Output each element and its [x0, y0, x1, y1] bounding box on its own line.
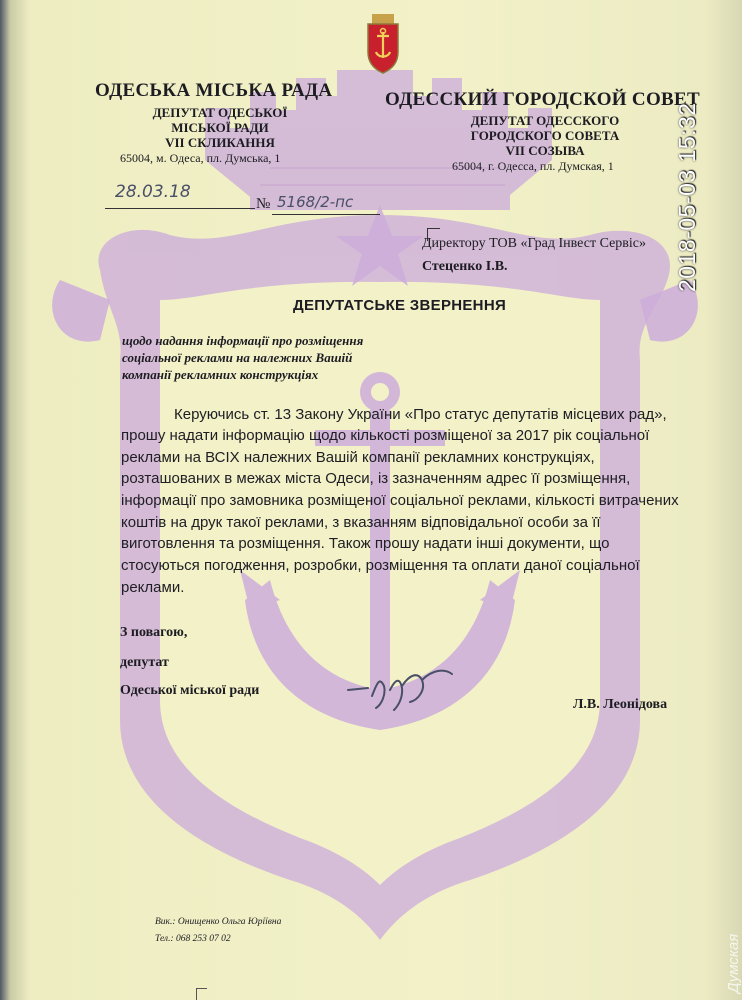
registration-number: 5168/2-пс — [277, 193, 354, 211]
body-line-5: інформації про замовника розміщеної соціальної реклами, кількості витрачених — [121, 492, 679, 509]
header-left-line2: МІСЬКОЇ РАДИ — [171, 120, 269, 135]
handwritten-signature — [340, 660, 460, 715]
photo-timestamp: 2018-05-03 15:32 — [674, 102, 700, 292]
date-underline — [105, 208, 255, 209]
coat-of-arms-icon — [364, 14, 402, 74]
body-line-1: Керуючись ст. 13 Закону України «Про статус депутатів місцевих рад», — [174, 406, 667, 423]
header-left-title: ОДЕСЬКА МІСЬКА РАДА — [95, 80, 333, 101]
header-right-line1: ДЕПУТАТ ОДЕССКОГО — [470, 113, 620, 128]
header-right-line2: ГОРОДСКОГО СОВЕТА — [470, 128, 620, 143]
body-line-7: виготовлення та розміщення. Також прошу надати інші документи, що — [121, 535, 610, 552]
header-right-line3: VII СОЗЫВА — [505, 143, 585, 158]
number-sign: № — [256, 196, 271, 212]
document-title: ДЕПУТАТСЬКЕ ЗВЕРНЕННЯ — [293, 297, 507, 314]
header-left-line3: VII СКЛИКАННЯ — [165, 135, 275, 150]
site-watermark: Думская — [725, 933, 742, 993]
addressee-line1: Директору ТОВ «Град Інвест Сервіс» — [422, 236, 646, 251]
signatory-name: Л.В. Леонідова — [573, 697, 668, 712]
body-line-2: прошу надати інформацію щодо кількості розміщеної за 2017 рік соціальної — [121, 427, 650, 444]
closing-role-1: депутат — [120, 655, 169, 670]
number-underline — [272, 214, 380, 215]
closing-regards: З повагою, — [120, 625, 188, 640]
body-line-4: розташованих в межах міста Одеси, із зазначенням адрес її розміщення, — [121, 470, 631, 487]
body-line-8: стосуються погодження, розробки, розміщення та оплати даної соціальної — [121, 557, 640, 574]
body-line-9: реклами. — [121, 579, 185, 596]
addressee-line2: Стеценко І.В. — [422, 259, 508, 274]
closing-role-2: Одеської міської ради — [120, 683, 260, 698]
subject-line-1: щодо надання інформації про розміщення — [122, 333, 364, 348]
body-line-3: реклами на ВСІХ належних Вашій компанії рекламних конструкціях, — [121, 449, 595, 466]
header-left-address: 65004, м. Одеса, пл. Думська, 1 — [120, 151, 281, 165]
subject-line-2: соціальної реклами на належних Вашій — [122, 350, 353, 365]
header-left-line1: ДЕПУТАТ ОДЕСЬКОЇ — [152, 105, 288, 120]
header-right-title: ОДЕССКИЙ ГОРОДСКОЙ СОВЕТ — [385, 89, 700, 110]
footer-phone: Тел.: 068 253 07 02 — [155, 934, 231, 944]
header-right-address: 65004, г. Одесса, пл. Думская, 1 — [452, 159, 614, 173]
footer-executor: Вик.: Онищенко Ольга Юріївна — [155, 917, 282, 927]
registration-date: 28.03.18 — [115, 182, 191, 202]
body-line-6: коштів на друк такої реклами, з вказанням відповідальної особи за її — [121, 514, 601, 531]
subject-line-3: компанії рекламних конструкціях — [122, 367, 319, 382]
pen-mark — [196, 988, 207, 1000]
